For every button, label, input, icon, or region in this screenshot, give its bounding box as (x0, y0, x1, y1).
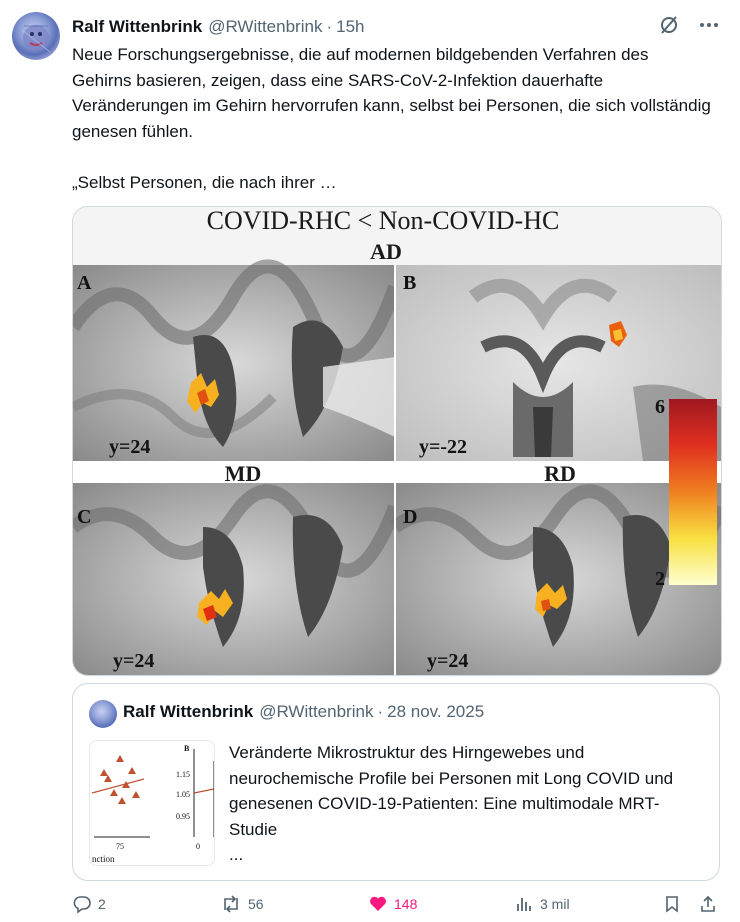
quoted-author-avatar (89, 700, 117, 728)
thumb-x-label: nction (92, 854, 115, 864)
panel-coord-d: y=24 (427, 650, 469, 672)
views-icon (514, 894, 534, 914)
section-label-rd: RD (544, 461, 576, 486)
section-label-md: MD (224, 461, 262, 486)
more-icon[interactable] (698, 14, 720, 42)
like-button[interactable] (368, 894, 417, 914)
thumb-panel-label: B (184, 744, 190, 753)
quoted-post-header (123, 702, 484, 722)
post-time[interactable]: 15h (336, 17, 365, 36)
repost-count: 56 (248, 896, 264, 912)
reply-count: 2 (98, 896, 106, 912)
author-name[interactable]: Ralf Wittenbrink (72, 17, 203, 36)
colorbar-max-label: 6 (655, 396, 665, 418)
thumb-y-tick: 1.05 (176, 790, 190, 799)
quoted-thumbnail (89, 740, 215, 866)
thumb-x-tick: 0 (196, 842, 200, 851)
figure-title: COVID-RHC < Non-COVID-HC (206, 207, 560, 235)
post-text: Neue Forschungsergebnisse, die auf modernen bildgebenden Verfahren des Gehirns basieren, zeigen, dass eine SARS-CoV-2-Infektion dauerhafte Veränderungen im Gehirn hervorrufen kann, selbst bei Personen, die sich vollständig genesen fühlen. „Selbst Personen, die nach ihrer … (72, 45, 711, 192)
repost-button[interactable] (220, 894, 264, 914)
panel-coord-b: y=-22 (419, 436, 468, 458)
colorbar (669, 399, 717, 585)
thumb-x-tick: 75 (116, 842, 124, 851)
brain-panel-c (73, 483, 395, 675)
colorbar-min-label: 2 (655, 568, 665, 590)
panel-letter-c: C (77, 506, 92, 528)
separator-dot: · (377, 702, 384, 721)
quoted-author-name: Ralf Wittenbrink (123, 702, 254, 721)
post-media[interactable] (72, 206, 722, 676)
post-header (72, 15, 365, 39)
like-count: 148 (394, 896, 418, 912)
author-avatar[interactable] (12, 12, 60, 60)
quoted-post[interactable] (72, 683, 720, 881)
separator-dot: · (326, 17, 333, 36)
share-icon (698, 894, 718, 914)
views-button[interactable] (514, 894, 570, 914)
bookmark-button[interactable] (662, 894, 688, 914)
thumb-y-tick: 0.95 (176, 812, 190, 821)
thumb-y-tick: 1.15 (176, 770, 190, 779)
reply-button[interactable] (72, 894, 106, 914)
header-actions (658, 14, 720, 42)
quoted-post-text: Veränderte Mikrostruktur des Hirngewebes und neurochemische Profile bei Personen mit Long COVID und genesenen COVID-19-Patienten: Eine multimodale MRT-Studie ... (229, 743, 674, 864)
panel-letter-a: A (77, 272, 92, 294)
repost-icon (220, 894, 242, 914)
panel-letter-d: D (403, 506, 418, 528)
panel-coord-c: y=24 (113, 650, 155, 672)
heart-icon (368, 894, 388, 914)
panel-letter-b: B (403, 272, 417, 294)
section-label-ad: AD (370, 239, 402, 264)
panel-coord-a: y=24 (109, 436, 151, 458)
reply-icon (72, 894, 92, 914)
brain-panel-a (73, 265, 395, 461)
view-count: 3 mil (540, 896, 570, 912)
quoted-author-handle: @RWittenbrink (259, 702, 374, 721)
author-handle[interactable]: @RWittenbrink (208, 17, 323, 36)
quoted-post-date: 28 nov. 2025 (387, 702, 485, 721)
bookmark-icon (662, 894, 682, 914)
share-button[interactable] (698, 894, 724, 914)
grok-icon[interactable] (658, 14, 680, 42)
